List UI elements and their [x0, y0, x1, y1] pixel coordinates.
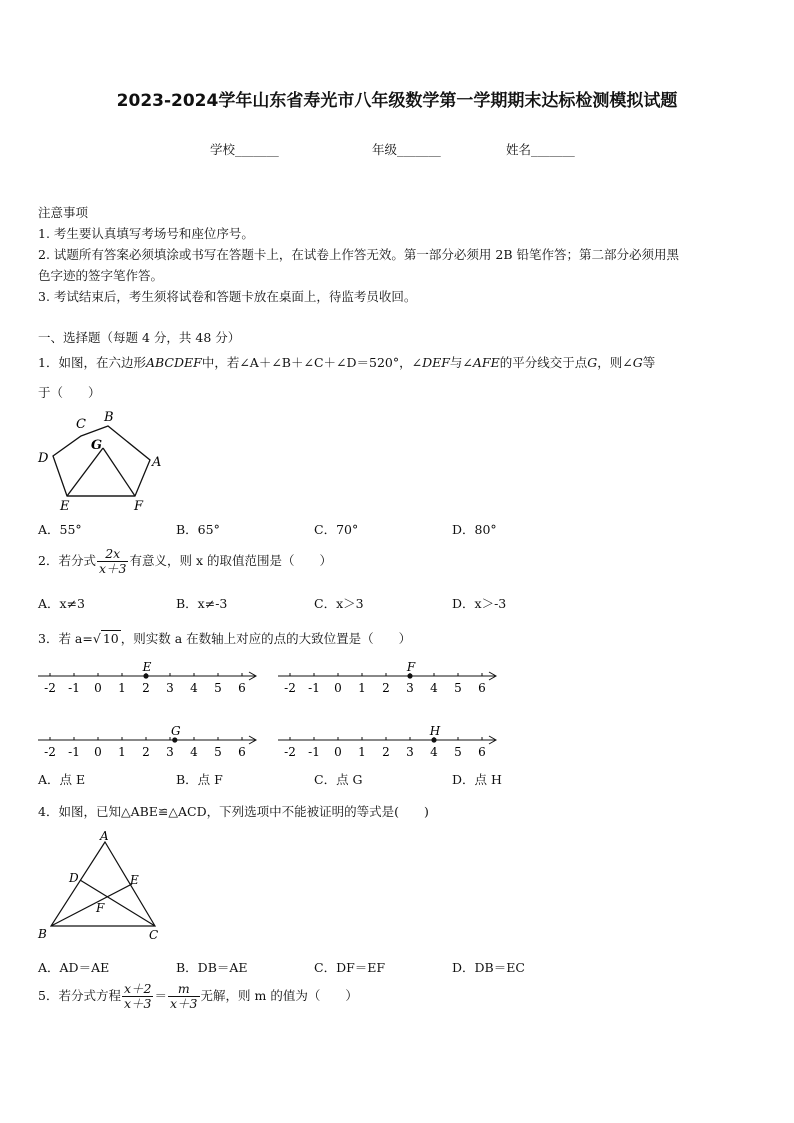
number-line-point-label: H [429, 724, 441, 738]
q1-label-d: D [38, 451, 49, 466]
number-line-g [38, 722, 264, 762]
note-3: 3. 考试结束后，考生须将试卷和答题卡放在桌面上，待监考员收回。 [38, 289, 417, 304]
number-line-tick-label: 6 [238, 745, 246, 759]
q2-fraction: $\frac{2x}{x+3}$ [98, 546, 127, 576]
q2-option-d: D．x＞-3 [452, 596, 507, 611]
q1-label-f: F [134, 499, 144, 514]
number-line-point [431, 737, 436, 742]
q4-label-a: A [100, 829, 109, 843]
q2-option-a: A．x≠3 [38, 596, 86, 611]
q4-label-e: E [130, 873, 139, 887]
number-line-tick-label: -1 [308, 745, 320, 759]
q4-stem: 4．如图，已知△ABE≌△ACD，下列选项中不能被证明的等式是( ) [38, 804, 429, 819]
q2-stem: 2．若分式 $\frac{2x}{x+3}$ 有意义，则 x 的取值范围是（ ） [38, 546, 332, 576]
number-line-tick-label: 6 [478, 745, 486, 759]
number-line-tick-label: 5 [214, 681, 222, 695]
q1-label-b: B [104, 410, 114, 425]
number-line-tick-label: 0 [94, 681, 102, 695]
number-line-point [143, 673, 148, 678]
q4-option-c: C．DF＝EF [314, 960, 386, 975]
q1-hexagon-figure [36, 406, 166, 514]
number-line-tick-label: 4 [190, 745, 198, 759]
q3-option-d: D．点 H [452, 772, 502, 787]
q5-stem: 5．若分式方程 $\frac{x+2}{x+3}$ ＝ $\frac{m}{x+3}$ 无解，则 m 的值为（ ） [38, 981, 358, 1011]
number-line-tick-label: 1 [358, 745, 366, 759]
q2-option-b: B．x≠-3 [176, 596, 228, 611]
number-line-tick-label: -2 [284, 745, 296, 759]
number-line-tick-label: 5 [214, 745, 222, 759]
number-line-tick-label: -2 [284, 681, 296, 695]
number-line-tick-label: 3 [166, 745, 174, 759]
number-line-tick-label: 2 [382, 681, 390, 695]
number-line-point [172, 737, 177, 742]
number-line-tick-label: 0 [334, 745, 342, 759]
number-line-point-label: F [406, 660, 416, 674]
number-line-tick-label: 5 [454, 745, 462, 759]
q3-stem: 3．若 a=√ 10 ，则实数 a 在数轴上对应的点的大致位置是（ ） [38, 631, 412, 646]
number-line-f [278, 658, 504, 698]
number-line-tick-label: 3 [406, 745, 414, 759]
q5-fraction-left: $\frac{x+2}{x+3}$ [123, 981, 152, 1011]
note-1: 1. 考生要认真填写考场号和座位序号。 [38, 226, 254, 241]
q1-stem: 1．如图，在六边形ABCDEF中，若∠A＋∠B＋∠C＋∠D＝520°，∠DEF与∠AFE的平分线交于点G，则∠G等 [38, 355, 656, 370]
number-line-tick-label: 0 [94, 745, 102, 759]
number-line-tick-label: 1 [118, 745, 126, 759]
number-line-tick-label: -2 [44, 745, 56, 759]
q1-option-a: A．55° [38, 522, 82, 537]
q4-triangle-figure [34, 828, 164, 944]
number-line-tick-label: 6 [238, 681, 246, 695]
q4-label-b: B [38, 927, 47, 941]
number-line-point-label: G [171, 724, 181, 738]
q1-label-g: G [91, 438, 103, 453]
q4-option-a: A．AD＝AE [38, 960, 110, 975]
number-line-tick-label: 4 [430, 681, 438, 695]
section-heading: 一、选择题（每题 4 分，共 48 分） [38, 330, 241, 345]
note-2a: 2. 试题所有答案必须填涂或书写在答题卡上，在试卷上作答无效。第一部分必须用 2B 铅笔作答；第二部分必须用黑 [38, 247, 679, 262]
q2-option-c: C．x＞3 [314, 596, 364, 611]
q3-option-c: C．点 G [314, 772, 363, 787]
q5-fraction-right: $\frac{m}{x+3}$ [170, 981, 198, 1011]
q4-option-d: D．DB＝EC [452, 960, 525, 975]
number-line-tick-label: -1 [68, 745, 80, 759]
number-line-tick-label: 0 [334, 681, 342, 695]
number-line-tick-label: 2 [382, 745, 390, 759]
name-field: 姓名_______ [506, 142, 575, 157]
q1-label-a: A [152, 455, 162, 470]
number-line-tick-label: -2 [44, 681, 56, 695]
number-line-tick-label: -1 [68, 681, 80, 695]
number-line-tick-label: 5 [454, 681, 462, 695]
q4-label-d: D [69, 871, 79, 885]
number-line-tick-label: -1 [308, 681, 320, 695]
number-line-tick-label: 3 [406, 681, 414, 695]
q1-stem-line2: 于（ ） [38, 385, 101, 400]
number-line-tick-label: 1 [118, 681, 126, 695]
number-line-tick-label: 3 [166, 681, 174, 695]
number-line-e [38, 658, 264, 698]
q4-label-f: F [96, 901, 105, 915]
number-line-tick-label: 2 [142, 681, 150, 695]
number-line-h [278, 722, 504, 762]
q4-label-c: C [149, 928, 159, 942]
q3-option-a: A．点 E [38, 772, 86, 787]
number-line-tick-label: 1 [358, 681, 366, 695]
q4-option-b: B．DB＝AE [176, 960, 248, 975]
grade-field: 年级_______ [372, 142, 441, 157]
note-2b: 色字迹的签字笔作答。 [38, 268, 164, 283]
number-line-tick-label: 4 [430, 745, 438, 759]
number-line-point [407, 673, 412, 678]
school-field: 学校_______ [210, 142, 279, 157]
q1-option-d: D．80° [452, 522, 497, 537]
q1-label-e: E [60, 499, 70, 514]
q3-option-b: B．点 F [176, 772, 223, 787]
number-line-tick-label: 4 [190, 681, 198, 695]
notes-heading: 注意事项 [38, 205, 89, 220]
page-title: 2023-2024学年山东省寿光市八年级数学第一学期期末达标检测模拟试题 [116, 91, 678, 111]
number-line-point-label: E [142, 660, 152, 674]
number-line-tick-label: 2 [142, 745, 150, 759]
q1-option-b: B．65° [176, 522, 220, 537]
q1-option-c: C．70° [314, 522, 359, 537]
number-line-tick-label: 6 [478, 681, 486, 695]
q1-label-c: C [76, 417, 86, 432]
